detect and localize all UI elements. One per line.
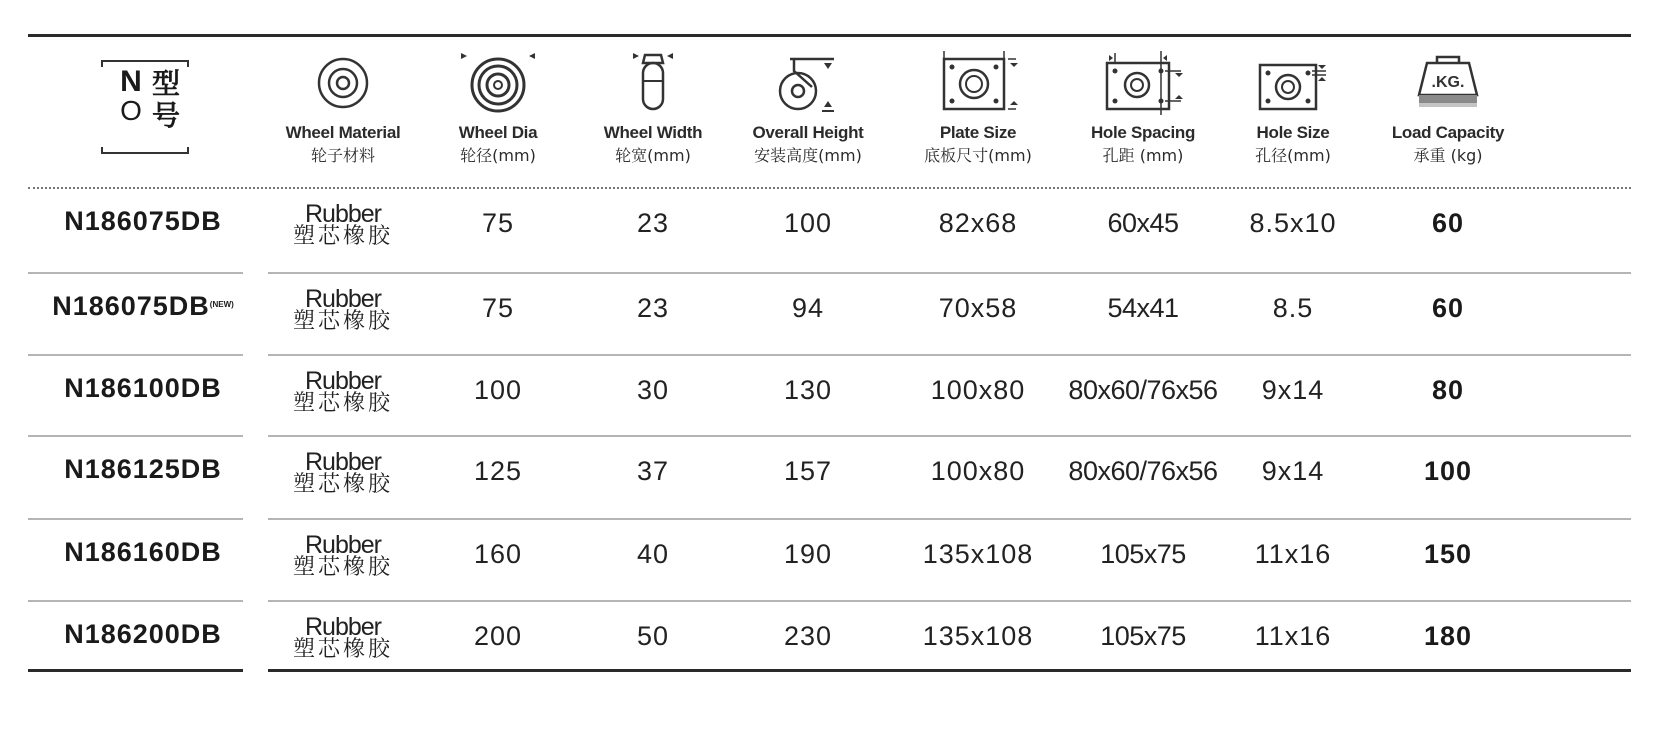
load-value: 180: [1423, 621, 1473, 651]
model-number: [28, 206, 258, 237]
header-label-cn: 轮子材料: [310, 146, 375, 165]
wheel-dia-value: 125: [473, 456, 523, 486]
row-divider: [268, 435, 1631, 437]
wheel-material: [283, 369, 403, 415]
material-en: Rubber: [305, 200, 381, 228]
load-value: 150: [1423, 539, 1473, 569]
new-tag: (NEW): [209, 300, 234, 309]
material-en: Rubber: [305, 613, 381, 641]
plate-size-value: 100x80: [930, 456, 1026, 486]
weight-icon-label: .KG.: [1431, 74, 1465, 91]
wheel-dia-value: 75: [481, 293, 515, 323]
header-label-en: Wheel Material: [285, 123, 401, 142]
model-number-text: N186125DB: [64, 454, 222, 484]
model-number: [28, 454, 258, 485]
row-divider: [28, 272, 243, 274]
header-overall-height: [733, 37, 883, 187]
header-model-number: [68, 37, 238, 187]
wheel-diameter-icon: [453, 47, 543, 117]
material-en: Rubber: [305, 285, 381, 313]
header-label-en: Plate Size: [939, 123, 1017, 142]
weight-icon: [1413, 49, 1483, 113]
wheel-face-icon: [313, 53, 373, 113]
header-label-en: Hole Size: [1256, 123, 1330, 142]
table-row: [28, 357, 1631, 439]
header-wheel-dia: [433, 37, 563, 187]
model-latin-n: N: [120, 65, 142, 98]
table-header: [28, 37, 1631, 187]
hole-spacing-icon: [1095, 47, 1191, 117]
header-load-capacity: [1373, 37, 1523, 187]
bottom-rule-right: [268, 669, 1631, 672]
table-row: [28, 275, 1631, 357]
plate-size-value: 100x80: [930, 375, 1026, 405]
row-divider: [28, 518, 243, 520]
header-label-cn: 底板尺寸(mm): [924, 146, 1032, 165]
table-row: [28, 603, 1631, 685]
wheel-material: [283, 202, 403, 248]
row-divider: [268, 518, 1631, 520]
header-label-en: Hole Spacing: [1090, 123, 1196, 142]
wheel-width-value: 23: [636, 293, 670, 323]
hole-size-value: 8.5x10: [1249, 208, 1337, 238]
wheel-material: [283, 615, 403, 661]
wheel-dia-value: 100: [473, 375, 523, 405]
hole-size-icon: [1250, 47, 1336, 117]
header-plate-size: [903, 37, 1053, 187]
header-divider: [28, 187, 1631, 189]
hole-spacing-value: 105x75: [1100, 539, 1186, 569]
wheel-width-value: 23: [636, 208, 670, 238]
plate-size-icon: [930, 47, 1026, 117]
model-number-text: N186100DB: [64, 373, 222, 403]
header-label-cn: 安装高度(mm): [754, 146, 862, 165]
header-label-en: Wheel Width: [603, 123, 703, 142]
hole-size-value: 11x16: [1254, 621, 1332, 651]
header-label-cn: 轮径(mm): [460, 146, 536, 165]
overall-height-value: 190: [783, 539, 833, 569]
bottom-rule-left: [28, 669, 243, 672]
material-cn: 塑芯橡胶: [292, 637, 393, 662]
hole-size-value: 9x14: [1261, 375, 1325, 405]
hole-spacing-value: 54x41: [1107, 293, 1179, 323]
model-latin-o: O: [120, 95, 142, 126]
row-divider: [28, 600, 243, 602]
header-label-cn: 孔径(mm): [1255, 146, 1331, 165]
table-row: [28, 521, 1631, 603]
header-hole-size: [1228, 37, 1358, 187]
header-label-cn: 孔距 (mm): [1102, 146, 1184, 165]
wheel-dia-value: 75: [481, 208, 515, 238]
material-cn: 塑芯橡胶: [292, 391, 393, 416]
model-number-text: N186160DB: [64, 537, 222, 567]
model-number: [28, 619, 258, 650]
hole-spacing-value: 80x60/76x56: [1068, 375, 1218, 405]
header-label-en: Load Capacity: [1391, 123, 1505, 142]
row-divider: [28, 435, 243, 437]
load-value: 80: [1431, 375, 1465, 405]
header-hole-spacing: [1068, 37, 1218, 187]
header-wheel-width: [588, 37, 718, 187]
hole-spacing-value: 80x60/76x56: [1068, 456, 1218, 486]
material-cn: 塑芯橡胶: [292, 224, 393, 249]
wheel-width-value: 30: [636, 375, 670, 405]
material-en: Rubber: [305, 367, 381, 395]
caster-height-icon: [768, 47, 848, 117]
overall-height-value: 130: [783, 375, 833, 405]
wheel-width-value: 40: [636, 539, 670, 569]
row-divider: [268, 600, 1631, 602]
model-number: [28, 373, 258, 404]
plate-size-value: 135x108: [922, 621, 1034, 651]
table-row: [28, 190, 1631, 272]
overall-height-value: 230: [783, 621, 833, 651]
wheel-width-value: 37: [636, 456, 670, 486]
overall-height-value: 94: [791, 293, 825, 323]
wheel-dia-value: 160: [473, 539, 523, 569]
header-label-en: Wheel Dia: [458, 123, 538, 142]
material-en: Rubber: [305, 531, 381, 559]
wheel-width-icon: [623, 47, 683, 117]
load-value: 60: [1431, 293, 1465, 323]
wheel-material: [283, 287, 403, 333]
header-label-cn: 承重 (kg): [1413, 146, 1483, 165]
header-wheel-material: [268, 37, 418, 187]
material-cn: 塑芯橡胶: [292, 472, 393, 497]
model-number-text: N186200DB: [64, 619, 222, 649]
load-value: 60: [1431, 208, 1465, 238]
wheel-material: [283, 533, 403, 579]
hole-size-value: 11x16: [1254, 539, 1332, 569]
model-number: [28, 291, 258, 322]
plate-size-value: 82x68: [938, 208, 1018, 238]
model-cn-bottom: 号: [151, 99, 180, 132]
hole-size-value: 9x14: [1261, 456, 1325, 486]
load-value: 100: [1423, 456, 1473, 486]
wheel-material: [283, 450, 403, 496]
wheel-dia-value: 200: [473, 621, 523, 651]
hole-spacing-value: 105x75: [1100, 621, 1186, 651]
table-row: [28, 438, 1631, 520]
overall-height-value: 100: [783, 208, 833, 238]
hole-spacing-value: 60x45: [1107, 208, 1179, 238]
row-divider: [28, 354, 243, 356]
material-en: Rubber: [305, 448, 381, 476]
hole-size-value: 8.5: [1272, 293, 1314, 323]
wheel-width-value: 50: [636, 621, 670, 651]
model-number: [28, 537, 258, 568]
model-cn-top: 型: [151, 67, 180, 100]
model-number-text: N186075DB: [64, 206, 222, 236]
header-label-en: Overall Height: [752, 123, 864, 142]
plate-size-value: 135x108: [922, 539, 1034, 569]
overall-height-value: 157: [783, 456, 833, 486]
material-cn: 塑芯橡胶: [292, 555, 393, 580]
plate-size-value: 70x58: [938, 293, 1018, 323]
row-divider: [268, 272, 1631, 274]
header-label-cn: 轮宽(mm): [615, 146, 691, 165]
material-cn: 塑芯橡胶: [292, 309, 393, 334]
row-divider: [268, 354, 1631, 356]
model-number-text: N186075DB: [52, 291, 210, 321]
